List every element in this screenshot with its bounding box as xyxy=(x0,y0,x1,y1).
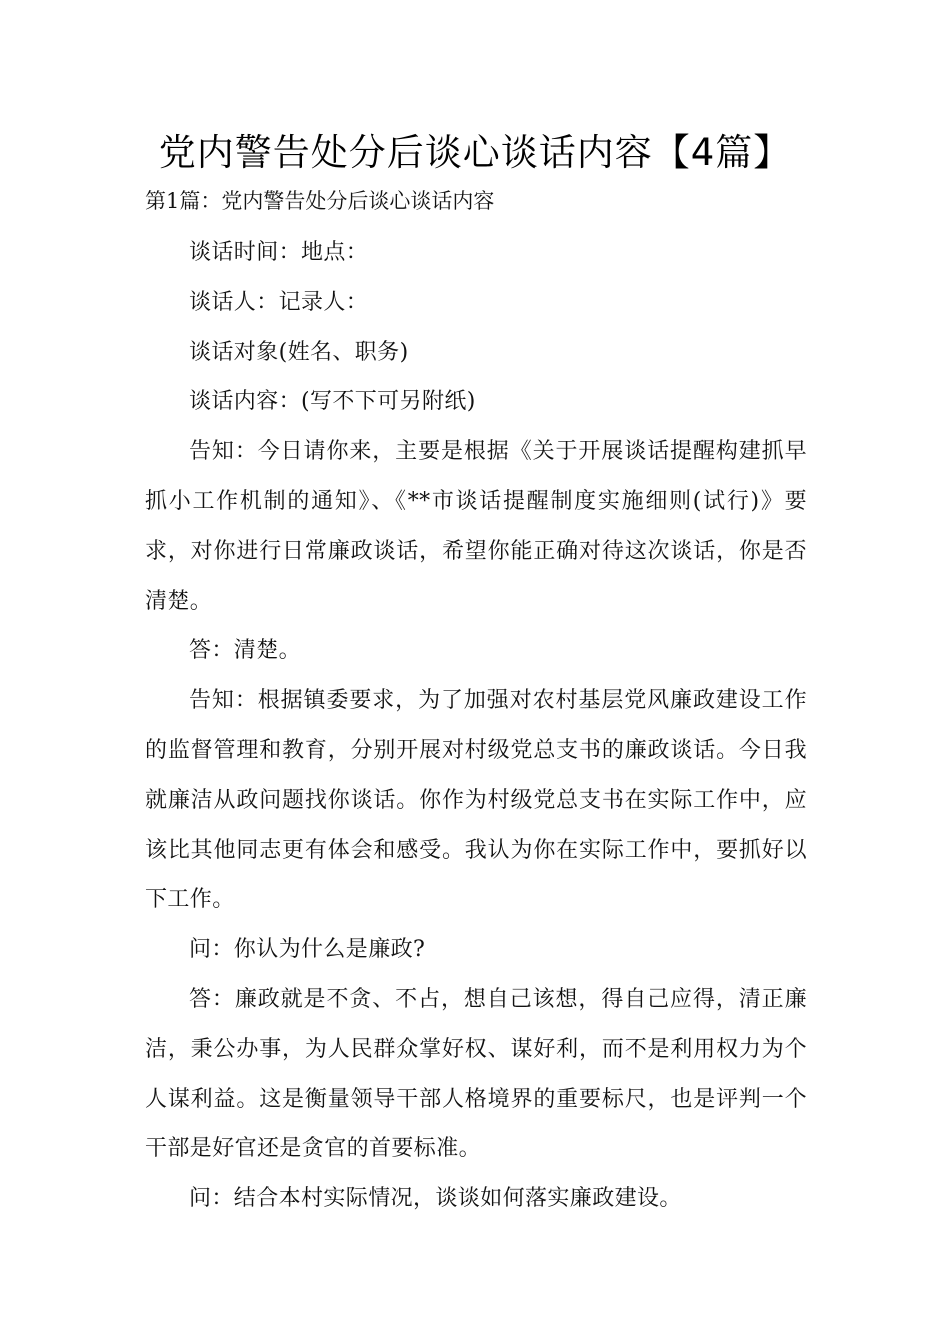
paragraph-talk-subject: 谈话对象(姓名、职务) xyxy=(189,339,409,365)
paragraph-answer-2: 答：廉政就是不贪、不占，想自己该想，得自己应得，清正廉洁，秉公办事，为人民群众掌好权、谋好利，而不是利用权力为个人谋利益。这是衡量领导干部人格境界的重要标尺，也是评判一个干部是好官还是贪官的首要标准。 xyxy=(145,986,807,1162)
paragraph-question-1: 问：你认为什么是廉政? xyxy=(189,937,426,963)
section-heading: 第1篇：党内警告处分后谈心谈话内容 xyxy=(145,189,495,213)
paragraph-talk-content: 谈话内容：(写不下可另附纸) xyxy=(189,389,476,415)
paragraph-notice-1: 告知：今日请你来，主要是根据《关于开展谈话提醒构建抓早抓小工作机制的通知》、《**市谈话提醒制度实施细则(试行)》要求，对你进行日常廉政谈话，希望你能正确对待这次谈话，你是否清楚。 xyxy=(145,439,807,614)
document-body xyxy=(145,228,807,1224)
document-title: 党内警告处分后谈心谈话内容【4篇】 xyxy=(158,131,792,174)
paragraph-question-2: 问：结合本村实际情况，谈谈如何落实廉政建设。 xyxy=(189,1186,682,1212)
paragraph-notice-2: 告知：根据镇委要求，为了加强对农村基层党风廉政建设工作的监督管理和教育，分别开展对村级党总支书的廉政谈话。今日我就廉洁从政问题找你谈话。你作为村级党总支书在实际工作中，应该比其他同志更有体会和感受。我认为你在实际工作中，要抓好以下工作。 xyxy=(145,688,807,913)
paragraph-answer-1: 答：清楚。 xyxy=(189,638,302,664)
paragraph-talk-time: 谈话时间：地点： xyxy=(189,240,369,265)
paragraph-talk-people: 谈话人：记录人： xyxy=(189,289,369,315)
